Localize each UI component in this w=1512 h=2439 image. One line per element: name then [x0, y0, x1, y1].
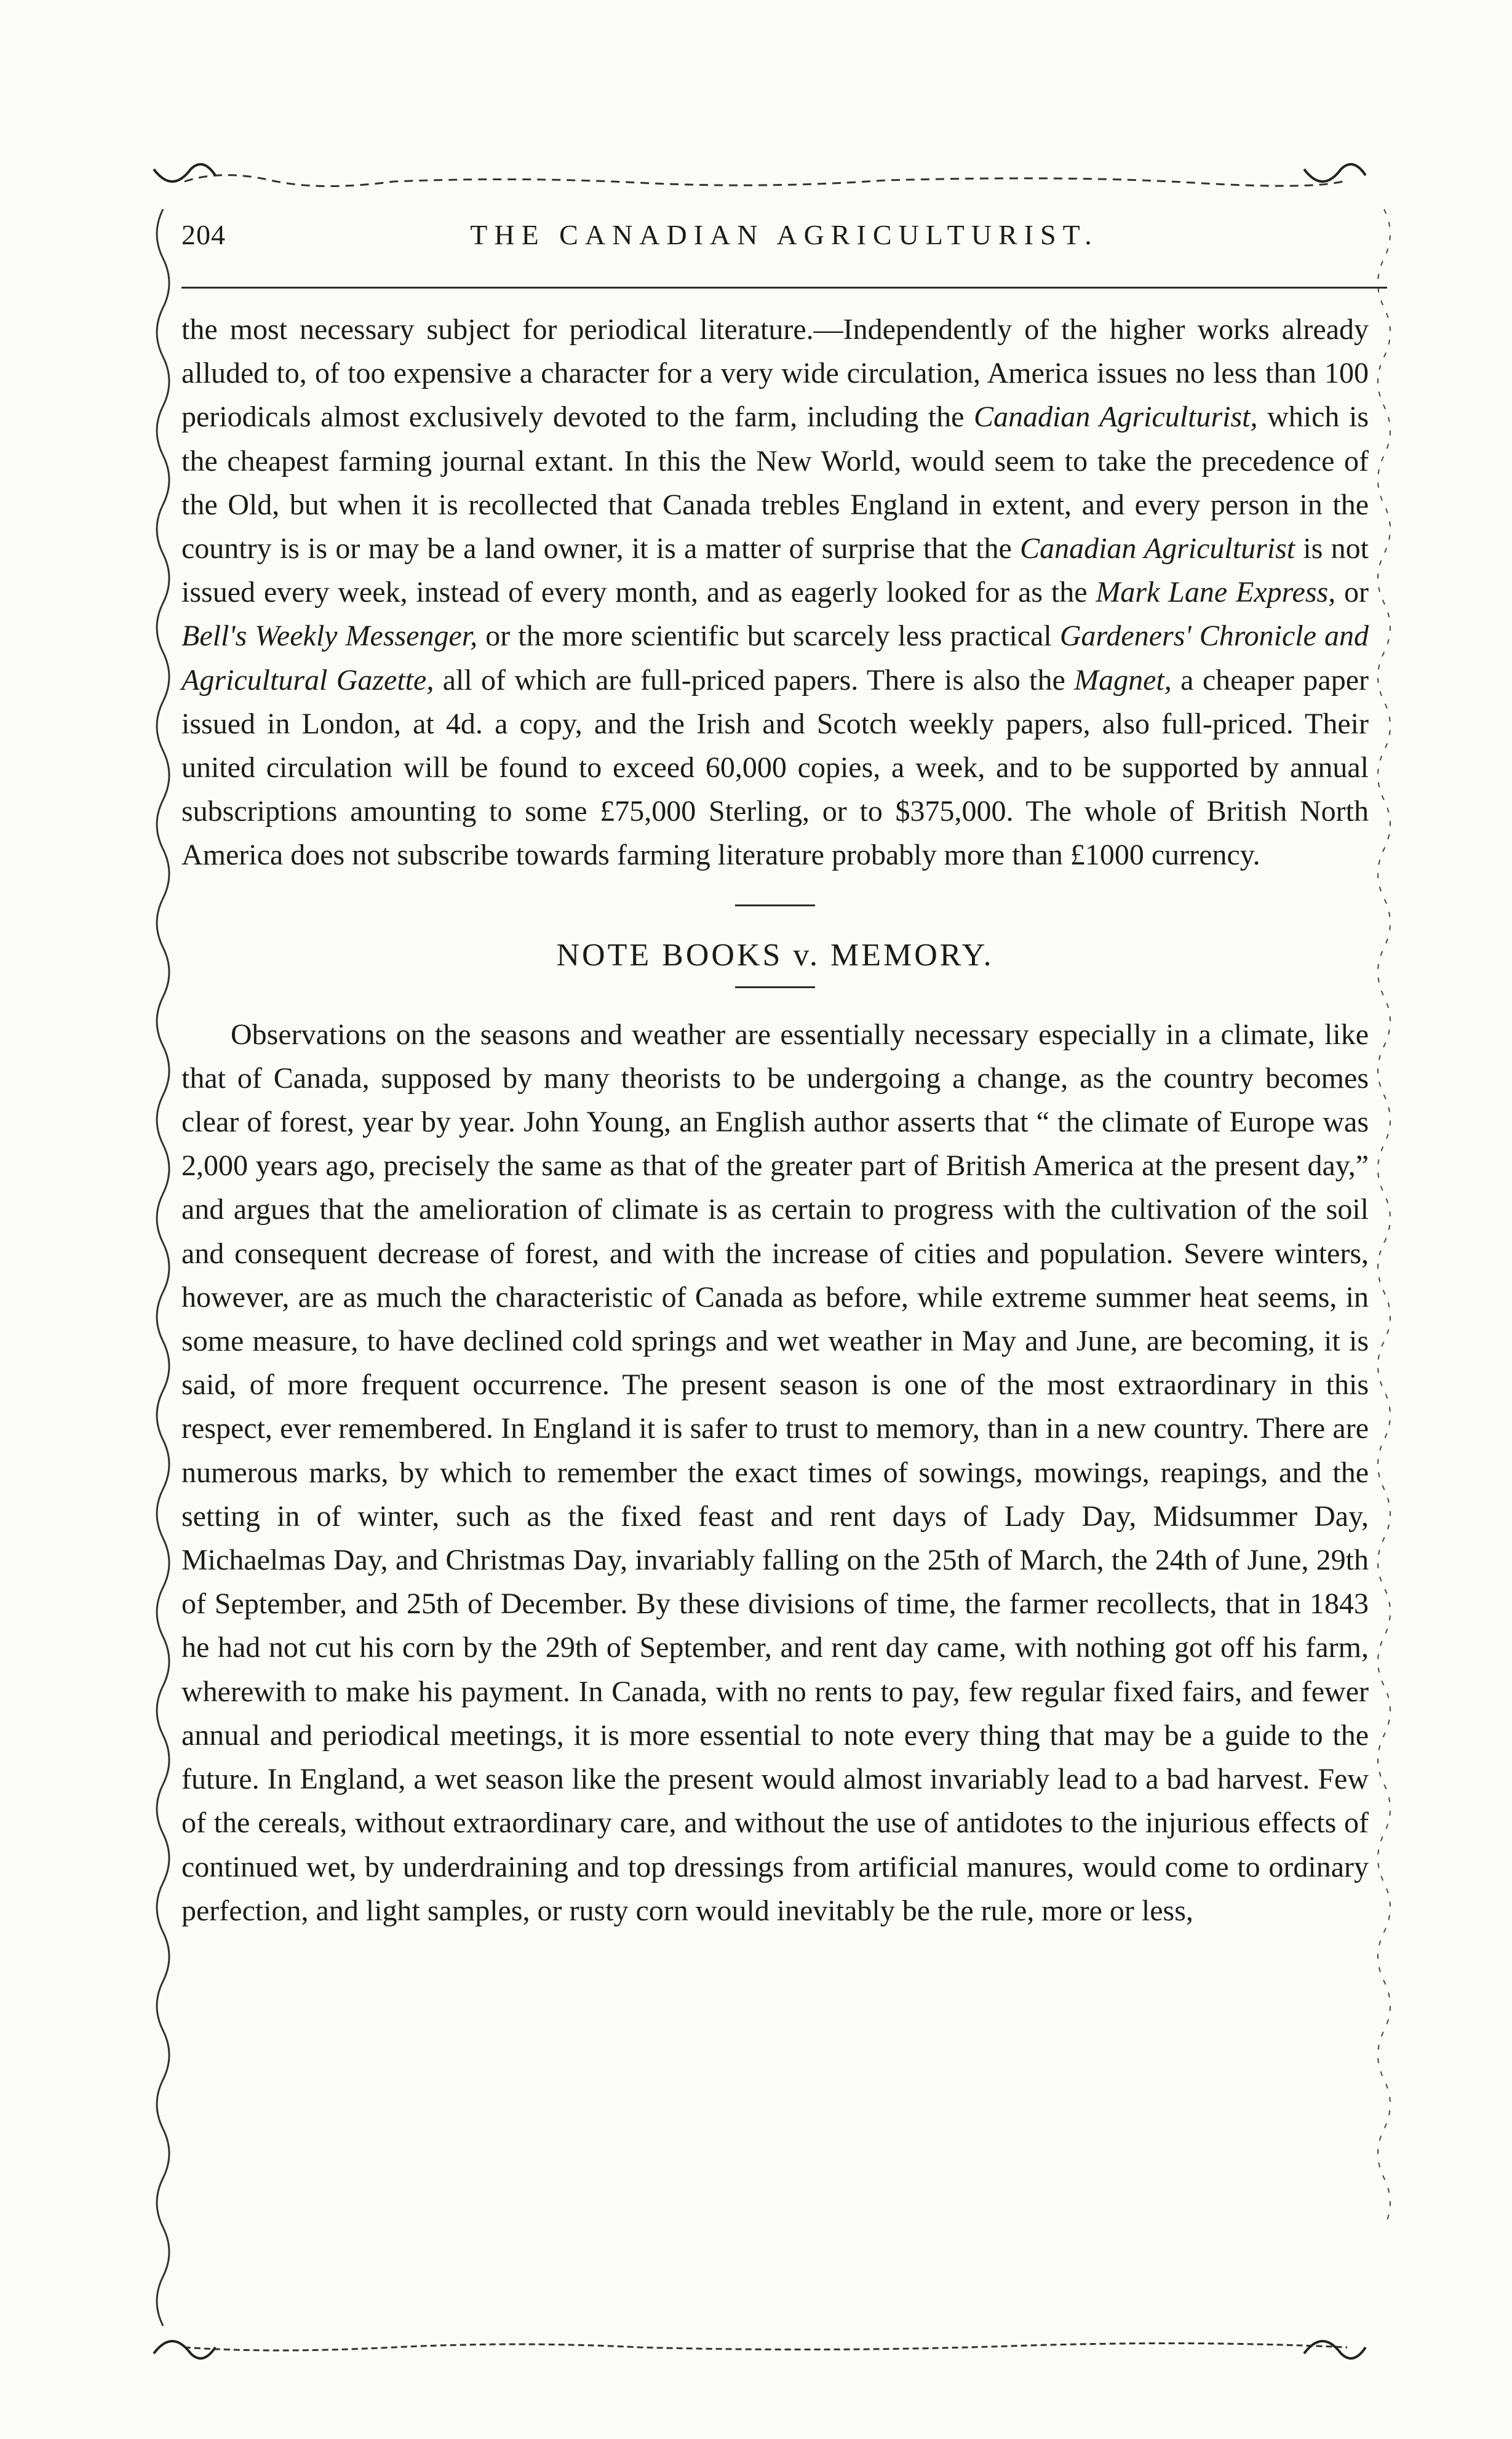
- text-span: or: [1335, 576, 1369, 609]
- italic-title: Mark Lane Express,: [1096, 576, 1336, 609]
- left-ornamental-border: [141, 185, 185, 2338]
- top-ornamental-border: [148, 163, 1384, 200]
- page-header: [181, 218, 1387, 261]
- text-span: is not issued every week, instead of every month, and as eagerly looked for as the: [181, 532, 1369, 609]
- paragraph-periodicals: [181, 308, 1369, 877]
- text-span: all of which are full-priced papers. There is also the: [434, 663, 1075, 697]
- running-head: THE CANADIAN AGRICULTURIST.: [470, 219, 1099, 250]
- text-span: a cheaper paper issued in London, at 4d. a copy, and the Irish and Scotch weekly papers, also full-priced. Their united circulation will be found to exceed 60,000 copies, a week, and to be supported by annual subscriptions amounting to some £75,000 Sterling, or to $375,000. The whole of British North America does not subscribe towards farming literature probably more than £1000 currency.: [181, 663, 1369, 872]
- section-title: NOTE BOOKS v. MEMORY.: [556, 937, 994, 973]
- italic-title: Canadian Agriculturist,: [974, 401, 1258, 434]
- italic-title: Canadian Agriculturist: [1020, 532, 1295, 565]
- bottom-ornamental-border: [148, 2329, 1384, 2366]
- section-divider: [735, 904, 815, 906]
- paragraph-note-books: Observations on the seasons and weather are essentially necessary especially in a climate, like that of Canada, supposed by many theorists to be undergoing a change, as the country becomes clear of forest, year by year. John Young, an English author asserts that “ the climate of Europe was 2,000 years ago, precisely the same as that of the greater part of British America at the present day,” and argues that the amelioration of climate is as certain to progress with the cultivation of the soil and consequent decrease of forest, and with the increase of cities and population. Severe winters, however, are as much the characteristic of Canada as before, while extreme summer heat seems, in some measure, to have declined cold springs and wet weather in May and June, are becoming, it is said, of more frequent occurrence. The present season is one of the most extraordinary in this respect, ever remembered. In England it is safer to trust to memory, than in a new country. There are numerous marks, by which to remember the exact times of sowings, mowings, reapings, and the setting in of winter, such as the fixed feast and rent days of Lady Day, Midsummer Day, Michaelmas Day, and Christmas Day, invariably falling on the 25th of March, the 24th of June, 29th of September, and 25th of December. By these divisions of time, the farmer recollects, that in 1843 he had not cut his corn by the 29th of September, and rent day came, with nothing got off his farm, wherewith to make his payment. In Canada, with no rents to pay, few regular fixed fairs, and fewer annual and periodical meetings, it is more essential to note every thing that may be a guide to the future. In England, a wet season like the present would almost invariably lead to a bad harvest. Few of the cereals, without extraordinary care, and without the use of antidotes to the injurious effects of continued wet, by underdraining and top dressings from artificial manures, would come to ordinary perfection, and light samples, or rusty corn would inevitably be the rule, more or less,: [181, 1018, 1369, 1927]
- right-ornamental-border: [1363, 185, 1406, 2338]
- italic-title: Magnet,: [1074, 663, 1172, 697]
- text-span: the most necessary subject for periodical literature.—Independently of the higher works already alluded to, of too expensive a character for a very wide circulation, America issues no less than 100 periodicals almost exclusively devoted to the farm, including the: [181, 313, 1369, 434]
- italic-title: Bell's Weekly Messenger,: [181, 620, 478, 653]
- text-span: which is the cheapest farming journal extant. In this the New World, would seem to take the precedence of the Old, but when it is recollected that Canada trebles England in extent, and every person in the country is is or may be a land owner, it is a matter of surprise that the: [181, 401, 1369, 565]
- italic-title: Gardeners' Chronicle and Agricultural Gazette,: [181, 620, 1369, 697]
- text-span: or the more scientific but scarcely less practical: [477, 620, 1060, 653]
- page-number: 204: [181, 219, 226, 250]
- section-divider: [735, 986, 815, 988]
- header-rule: [181, 287, 1387, 289]
- article-body: [181, 308, 1369, 1933]
